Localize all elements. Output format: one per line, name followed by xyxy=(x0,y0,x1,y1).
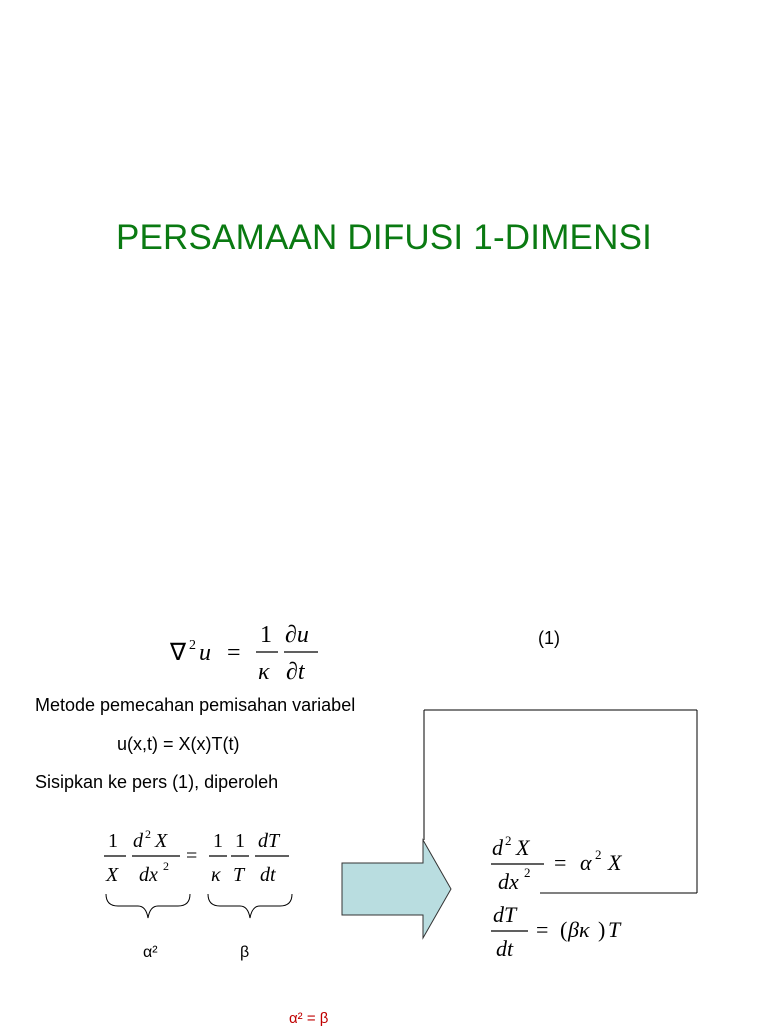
svg-text:∇: ∇ xyxy=(170,640,187,666)
svg-text:=: = xyxy=(227,640,241,666)
underbraces xyxy=(100,892,300,924)
svg-text:1: 1 xyxy=(213,830,223,852)
svg-text:=: = xyxy=(186,845,198,867)
svg-text:1: 1 xyxy=(108,830,118,852)
svg-text:dT: dT xyxy=(258,830,280,852)
svg-text:dt: dt xyxy=(496,936,514,961)
svg-text:X: X xyxy=(516,835,530,860)
right-arrow-shape xyxy=(340,838,455,941)
slide-title: PERSAMAAN DIFUSI 1-DIMENSI xyxy=(115,218,653,257)
svg-text:κ: κ xyxy=(258,659,270,685)
svg-text:βκ: βκ xyxy=(568,917,590,942)
svg-text:): ) xyxy=(598,917,606,942)
svg-text:d: d xyxy=(133,830,143,852)
svg-text:α: α xyxy=(580,850,592,875)
alpha-squared-label: α² xyxy=(143,944,158,961)
svg-text:dx: dx xyxy=(498,869,519,894)
svg-text:∂t: ∂t xyxy=(286,659,305,685)
svg-text:κ: κ xyxy=(211,864,221,886)
svg-text:2: 2 xyxy=(505,833,512,848)
svg-text:dt: dt xyxy=(260,864,276,886)
method-text: Metode pemecahan pemisahan variabel xyxy=(35,695,356,715)
temporal-ode xyxy=(488,897,648,962)
svg-text:2: 2 xyxy=(145,827,151,841)
svg-text:2: 2 xyxy=(595,847,602,862)
svg-text:dx: dx xyxy=(139,864,158,886)
svg-text:=: = xyxy=(536,917,549,942)
equation-number: (1) xyxy=(538,628,560,648)
svg-text:∂u: ∂u xyxy=(285,622,309,648)
svg-text:dT: dT xyxy=(493,902,517,927)
svg-text:X: X xyxy=(106,864,119,886)
svg-text:1: 1 xyxy=(235,830,245,852)
svg-text:2: 2 xyxy=(189,638,196,653)
svg-text:2: 2 xyxy=(524,865,531,880)
svg-text:T: T xyxy=(608,917,621,942)
svg-text:T: T xyxy=(233,864,245,886)
svg-text:X: X xyxy=(608,850,622,875)
svg-text:1: 1 xyxy=(260,622,272,648)
svg-text:u: u xyxy=(199,640,211,666)
insert-text: Sisipkan ke pers (1), diperoleh xyxy=(35,772,279,792)
svg-text:(: ( xyxy=(560,917,568,942)
beta-label: β xyxy=(240,944,250,961)
relation-text: α² = β xyxy=(289,1010,329,1027)
separated-equation xyxy=(100,822,300,892)
svg-text:2: 2 xyxy=(163,859,169,873)
svg-text:d: d xyxy=(492,835,503,860)
svg-text:=: = xyxy=(554,850,567,875)
separation-equation: u(x,t) = X(x)T(t) xyxy=(117,734,240,754)
spatial-ode xyxy=(488,830,648,895)
svg-text:X: X xyxy=(155,830,168,852)
